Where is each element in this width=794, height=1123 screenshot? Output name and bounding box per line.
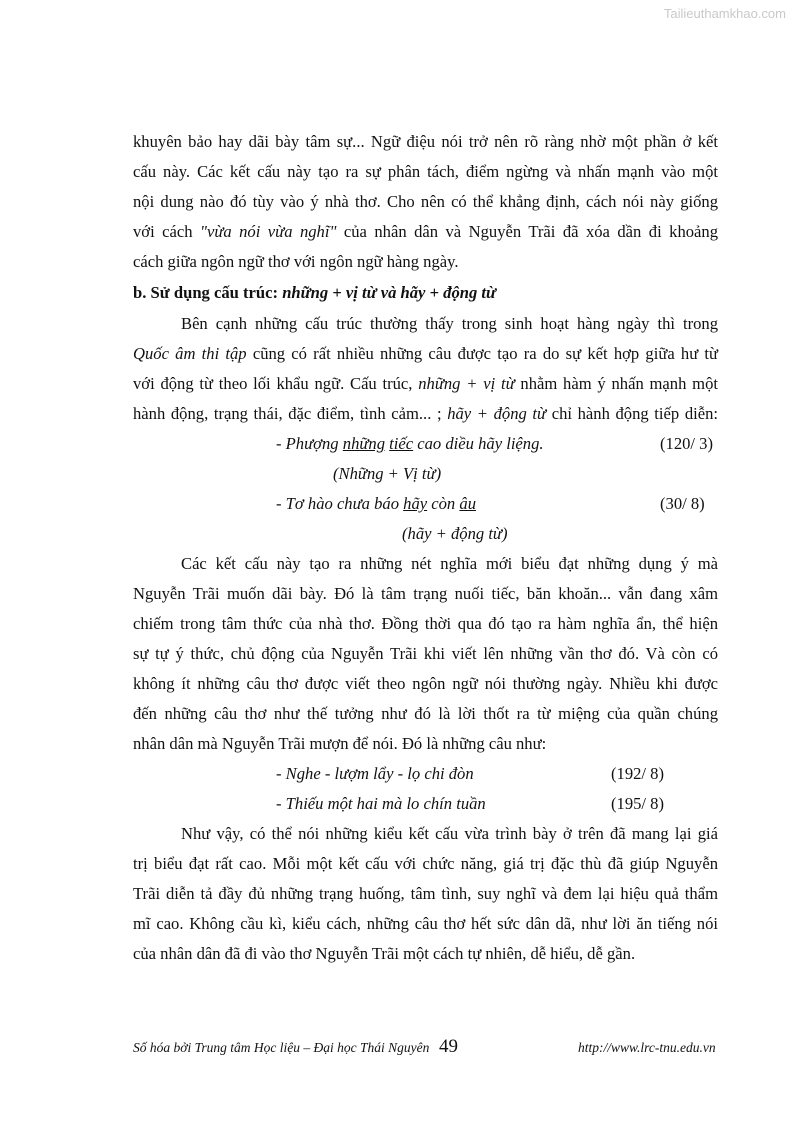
verse-reference: (30/ 8) xyxy=(660,494,705,513)
text-line: cấu này. Các kết cấu này tạo ra sự phân tách, điểm ngừng và nhấn mạnh vào một xyxy=(133,162,718,181)
text-line: Các kết cấu này tạo ra những nét nghĩa mới biểu đạt những dụng ý mà xyxy=(181,554,718,573)
text-line: Trãi diễn tả đầy đủ những trạng huống, tâm tình, suy nghĩ và đem lại hiệu quả thẩm xyxy=(133,884,718,903)
text-line xyxy=(133,222,718,242)
example-verse: - Nghe - lượm lẩy - lọ chi đòn xyxy=(276,764,474,783)
underlined-word: những xyxy=(342,434,386,453)
text-line: khuyên bảo hay dãi bày tâm sự... Ngữ điệu nói trở nên rõ ràng nhờ một phần ở kết xyxy=(133,132,718,151)
verse-text: còn xyxy=(427,494,460,513)
text-line: mĩ cao. Không cầu kì, kiểu cách, những câu thơ hết sức dân dã, như lời ăn tiếng nói xyxy=(133,914,718,933)
text-span: hành động, trạng thái, đặc điểm, tình cảm... ; xyxy=(133,404,448,423)
section-heading xyxy=(133,283,718,303)
verse-text: - Tơ hào chưa báo xyxy=(276,494,404,513)
text-span: của nhân dân và Nguyễn Trãi đã xóa dần đi khoảng xyxy=(336,222,718,241)
text-line: Như vậy, có thể nói những kiểu kết cấu vừa trình bày ở trên đã mang lại giá xyxy=(181,824,718,843)
footer-source: Số hóa bởi Trung tâm Học liệu – Đại học Thái Nguyên xyxy=(133,1040,430,1055)
text-line: Nguyễn Trãi muốn dãi bày. Đó là tâm trạng nuối tiếc, băn khoăn... vẫn đang xâm xyxy=(133,584,718,603)
text-line: nội dung nào đó tùy vào ý nhà thơ. Cho nên có thể khẳng định, cách nói này giống xyxy=(133,192,718,211)
text-line: trị biểu đạt rất cao. Mỗi một kết cấu với chức năng, giá trị đặc thù đã giúp Nguyễn xyxy=(133,854,718,873)
text-line: đến những câu thơ như thế tưởng như đó là lời thốt ra từ miệng của quần chúng xyxy=(133,704,718,723)
structure-note: (hãy + động từ) xyxy=(402,524,508,543)
verse-text: cao diều hãy liệng. xyxy=(413,434,544,453)
structure-italic: những + vị từ xyxy=(418,374,515,393)
text-line: Bên cạnh những cấu trúc thường thấy trong sinh hoạt hàng ngày thì trong xyxy=(181,314,718,333)
text-span: chỉ hành động tiếp diễn: xyxy=(546,404,718,423)
text-line xyxy=(133,374,718,394)
text-span: với cách xyxy=(133,222,200,241)
example-verse: - Thiếu một hai mà lo chín tuần xyxy=(276,794,486,813)
heading-label: b. Sử dụng cấu trúc: xyxy=(133,283,283,302)
text-line xyxy=(133,404,718,424)
verse-text: - Phượng xyxy=(276,434,343,453)
example-verse xyxy=(276,434,544,454)
page-number: 49 xyxy=(439,1036,458,1057)
structure-note: (Những + Vị từ) xyxy=(333,464,442,483)
book-title: Quốc âm thi tập xyxy=(133,344,247,363)
text-line: chiếm trong tâm thức của nhà thơ. Đồng thời qua đó tạo ra hàm nghĩa ẩn, thể hiện xyxy=(133,614,718,633)
text-line: sự tự ý thức, chủ động của Nguyễn Trãi khi viết lên những vần thơ đó. Và còn có xyxy=(133,644,718,663)
text-span: cũng có rất nhiều những câu được tạo ra do sự kết hợp giữa hư từ xyxy=(246,344,719,363)
verse-reference: (195/ 8) xyxy=(611,794,664,813)
text-line: cách giữa ngôn ngữ thơ với ngôn ngữ hàng ngày. xyxy=(133,252,459,271)
text-line: của nhân dân đã đi vào thơ Nguyễn Trãi một cách tự nhiên, dễ hiểu, dễ gần. xyxy=(133,944,636,963)
example-verse xyxy=(276,494,476,514)
text-line: nhân dân mà Nguyễn Trãi mượn để nói. Đó là những câu như: xyxy=(133,734,547,753)
verse-reference: (192/ 8) xyxy=(611,764,664,783)
underlined-word: tiếc xyxy=(389,434,414,453)
text-span: với động từ theo lối khẩu ngữ. Cấu trúc, xyxy=(133,374,419,393)
text-line xyxy=(133,344,718,364)
underlined-word: âu xyxy=(459,494,476,513)
structure-italic: hãy + động từ xyxy=(447,404,547,423)
text-span: nhằm hàm ý nhấn mạnh một xyxy=(514,374,718,393)
text-line: không ít những câu thơ được viết theo ngôn ngữ nói thường ngày. Nhiều khi được xyxy=(133,674,718,693)
verse-reference: (120/ 3) xyxy=(660,434,713,453)
footer-url[interactable]: http://www.lrc-tnu.edu.vn xyxy=(578,1040,716,1055)
quote-italic: "vừa nói vừa nghĩ" xyxy=(200,222,337,241)
watermark: Tailieuthamkhao.com xyxy=(663,6,786,21)
heading-italic: những + vị từ và hãy + động từ xyxy=(282,283,496,302)
underlined-word: hãy xyxy=(403,494,428,513)
